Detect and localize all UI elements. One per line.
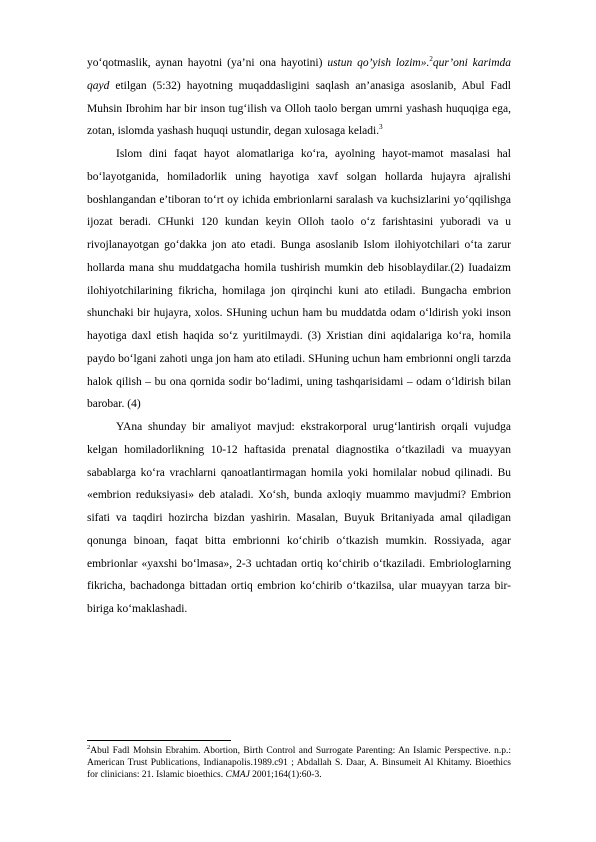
quote-italic: ustun qo’yish lozim».: [327, 57, 430, 69]
footnote: [87, 745, 511, 781]
footnote-marker: 2: [87, 743, 91, 751]
footnote-text: Abul Fadl Mohsin Ebrahim. Abortion, Birth Control and Surrogate Parenting: An Islamic Perspective. n.p.: American Trust Publications, Indianapolis.1989.c91 ; Abdallah S. Daar, A. Binsumeit Al Khitamy. Bioethics for clinicians: 21. Islamic bioethics.: [87, 746, 511, 780]
footnote-journal: CMAJ: [225, 770, 250, 780]
quran-italic: qur’oni karimda qayd: [87, 57, 511, 92]
paragraph-1-rest: etilgan (5:32) hayotning muqaddasligini saqlash an’anasiga asoslanib, Abul Fadl Muhsin Ibrohim har bir inson tug‘ilish va Olloh taolo bergan umrni yashash huquqiga ega, zotan, islomda yashash huquqi ustundir, degan xulosaga keladi.: [87, 79, 511, 138]
footnote-ref-2: 2: [429, 55, 433, 64]
paragraph-3: YAna shunday bir amaliyot mavjud: ekstrakorporal urug‘lantirish orqali vujudga kelgan homiladorlikning 10-12 haftasida prenatal diagnostika o‘tkaziladi va muayyan sabablarga ko‘ra vrachlarni qanoatlantirmagan homila yoki homilalar nobud qilinadi. Bu «embrion reduksiyasi» deb ataladi. Xo‘sh, bunda axloqiy muammo mavjudmi? Embrion sifati va taqdiri hozircha bizdan yashirin. Masalan, Buyuk Britaniyada amal qiladigan qonunga binoan, faqat bitta embrionni ko‘chirib o‘tkazish mumkin. Rossiyada, agar embrionlar «yaxshi bo‘lmasa», 2-3 uchtadan ortiq ko‘chirib o‘tkaziladi. Embriologlarning fikricha, bachadonga bittadan ortiq embrion ko‘chirib o‘tkazilsa, ular muayyan tarza bir-biriga ko‘maklashadi.: [87, 421, 511, 615]
footnote-tail: 2001;164(1):60-3.: [249, 770, 322, 780]
paragraph-2: Islom dini faqat hayot alomatlariga ko‘ra, ayolning hayot-mamot masalasi hal bo‘layotganida, homiladorlik uning hayotiga xavf solgan hollarda hujayra ajralishi boshlangandan e’tiboran to‘rt oy ichida embrionlarni saralash va kuchsizlarini yo‘qqilishga ijozat beradi. CHunki 120 kundan keyin Olloh taolo o‘z farishtasini yuboradi va u rivojlanayotgan go‘dakka jon ato etadi. Bunga asoslanib Islom ilohiyotchilari o‘ta zarur hollarda mana shu muddatgacha homila tushirish mumkin deb hisoblaydilar.(2) Iuadaizm ilohiyotchilarining fikricha, homilaga jon qirqinchi kuni ato etiladi. Bungacha embrion shunchaki bir hujayra, xolos. SHuning uchun ham bu muddatda odam o‘ldirish yoki inson hayotiga daxl etish haqida so‘z yuritilmaydi. (3) Xristian dini aqidalariga ko‘ra, homila paydo bo‘lgani zahoti unga jon ham ato etiladi. SHuning uchun ham embrionni ongli tarzda halok qilish – bu ona qornida sodir bo‘ladimi, uning tashqarisidami – odam o‘ldirish bilan barobar. (4): [87, 148, 511, 411]
footnote-divider: [87, 740, 231, 741]
paragraph-1-start: yo‘qotmaslik, aynan hayotni (ya’ni ona hayotini): [87, 57, 328, 69]
paragraph-1: [87, 52, 511, 143]
main-text: [87, 52, 511, 621]
page-body: [87, 52, 511, 621]
footnote-ref-3: 3: [379, 123, 383, 132]
